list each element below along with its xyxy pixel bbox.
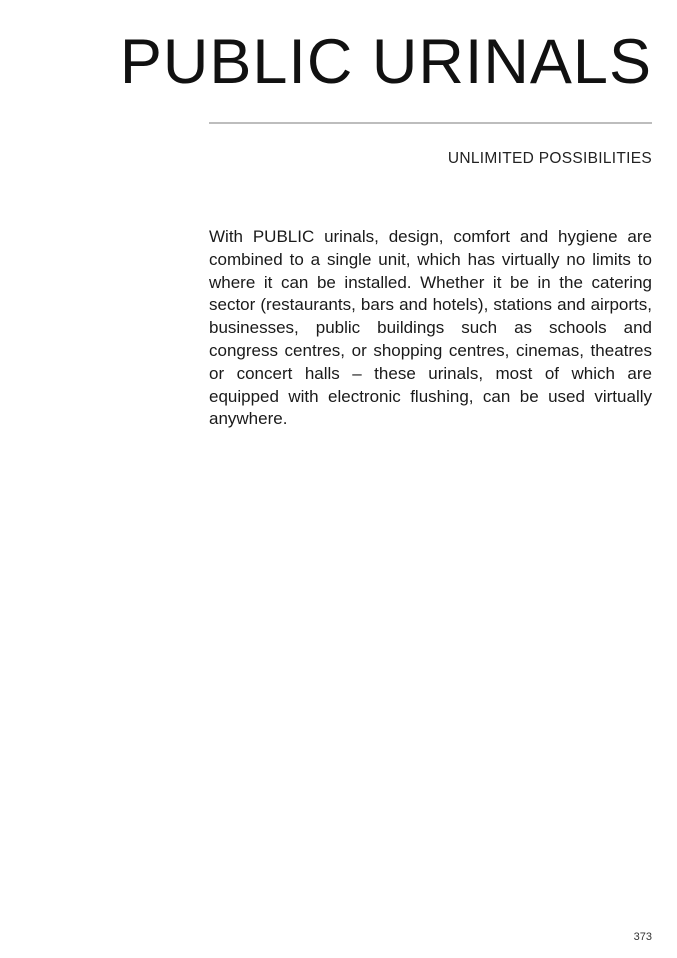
section-subtitle: UNLIMITED POSSIBILITIES bbox=[447, 150, 652, 167]
page-title: PUBLIC URINALS bbox=[119, 27, 652, 97]
page-number: 373 bbox=[633, 931, 652, 943]
body-paragraph: With PUBLIC urinals, design, comfort and hygiene are combined to a single unit, which has virtually no limits to where it can be installed. Whether it be in the catering sector (restaurants, bars and hotels), stations and airports, businesses, public buildings such as schools and congress centres, or shopping centres, cinemas, theatres or concert halls – these urinals, most of which are equipped with electronic flushing, can be used virtually anywhere. bbox=[209, 227, 652, 429]
title-divider bbox=[209, 122, 652, 124]
